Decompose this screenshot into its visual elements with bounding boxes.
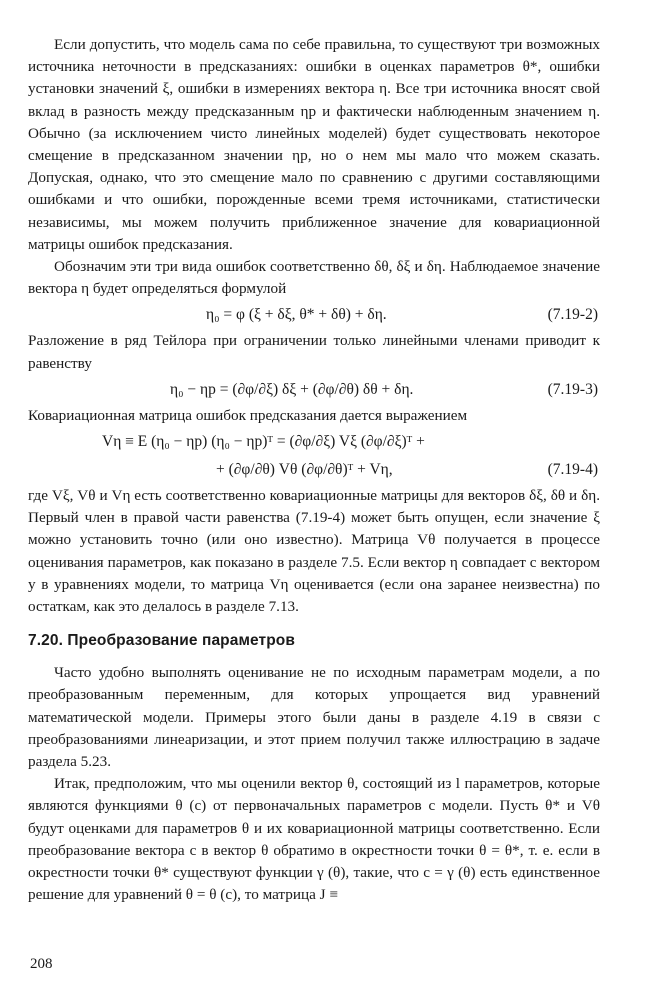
paragraph-transformed-variables: Часто удобно выполнять оценивание не по исходным параметрам модели, а по преобразованным переменным, для которых упрощается вид уравнений математической модели. Примеры этого были даны в разделе 4.19 в связи с преобразованиями линеаризации, и этот прием получил также иллюстрацию в задаче раздела 5.23.	[28, 664, 600, 771]
paragraph-parameter-transform: Итак, предположим, что мы оценили вектор θ, состоящий из l параметров, которые являются функциями θ (c) от первоначальных параметров c модели. Пусть θ* и Vθ будут оценками для параметров θ и их ковариационной матрицы соответственно. Если преобразование вектора c в вектор θ обратимо в окрестности точки θ = θ*, т. е. если в окрестности точки θ* существуют функции γ (θ), такие, что c = γ (θ) есть единственное решение для уравнений θ = θ (c), то матрица J ≡	[28, 775, 600, 904]
paragraph-error-notation: Обозначим эти три вида ошибок соответственно δθ, δξ и δη. Наблюдаемое значение вектора η будет определяться формулой	[28, 258, 600, 298]
section-heading: 7.20. Преобразование параметров	[28, 632, 295, 650]
paragraph-taylor: Разложение в ряд Тейлора при ограничении только линейными членами приводит к равенству	[28, 332, 600, 372]
equation-number: (7.19-2)	[547, 306, 598, 324]
equation-7-19-3	[28, 375, 600, 405]
paragraph-covariance-matrices: где Vξ, Vθ и Vη есть соответственно ковариационные матрицы для векторов δξ, δθ и δη. Первый член в правой части равенства (7.19-4) может быть опущен, если значение ξ можно установить точно (или оно известно). Матрица Vθ получается в процессе оценивания параметров, как показано в разделе 7.5. Если вектор η совпадает с вектором y в уравнениях модели, то матрица Vη оценивается (если она заранее неизвестна) по остаткам, как это делалось в разделе 7.13.	[28, 487, 600, 616]
page-number: 208	[30, 956, 53, 972]
equation-7-19-4	[28, 427, 600, 485]
equation-line-1: Vη ≡ E (η₀ − ηp) (η₀ − ηp)ᵀ = (∂φ/∂ξ) Vξ (∂φ/∂ξ)ᵀ +	[102, 433, 425, 451]
equation-formula: η₀ − ηp = (∂φ/∂ξ) δξ + (∂φ/∂θ) δθ + δη.	[170, 380, 414, 398]
equation-number: (7.19-4)	[547, 461, 598, 479]
equation-number: (7.19-3)	[547, 380, 598, 398]
page-body	[28, 34, 600, 907]
equation-line-2: + (∂φ/∂θ) Vθ (∂φ/∂θ)ᵀ + Vη,	[216, 461, 393, 479]
paragraph-covariance: Ковариационная матрица ошибок предсказания дается выражением	[28, 406, 468, 424]
equation-7-19-2	[28, 300, 600, 330]
equation-formula: η₀ = φ (ξ + δξ, θ* + δθ) + δη.	[206, 306, 387, 324]
paragraph-prediction-errors: Если допустить, что модель сама по себе правильна, то существуют три возможных источника неточности в предсказаниях: ошибки в оценках параметров θ*, ошибки установки значений ξ, ошибки в измерениях вектора η. Все три источника вносят свой вклад в разность между предсказанным ηp и фактически наблюденным значением η. Обычно (за исключением чисто линейных моделей) будет существовать некоторое смещение в предсказанном значении ηp, но о нем мы мало что можем сказать. Допуская, однако, что это смещение мало по сравнению с другими составляющими ошибками и что ошибки, порожденные всеми тремя источниками, статистически независимы, мы можем получить приближенное значение для ковариационной матрицы ошибок предсказания.	[28, 36, 600, 253]
